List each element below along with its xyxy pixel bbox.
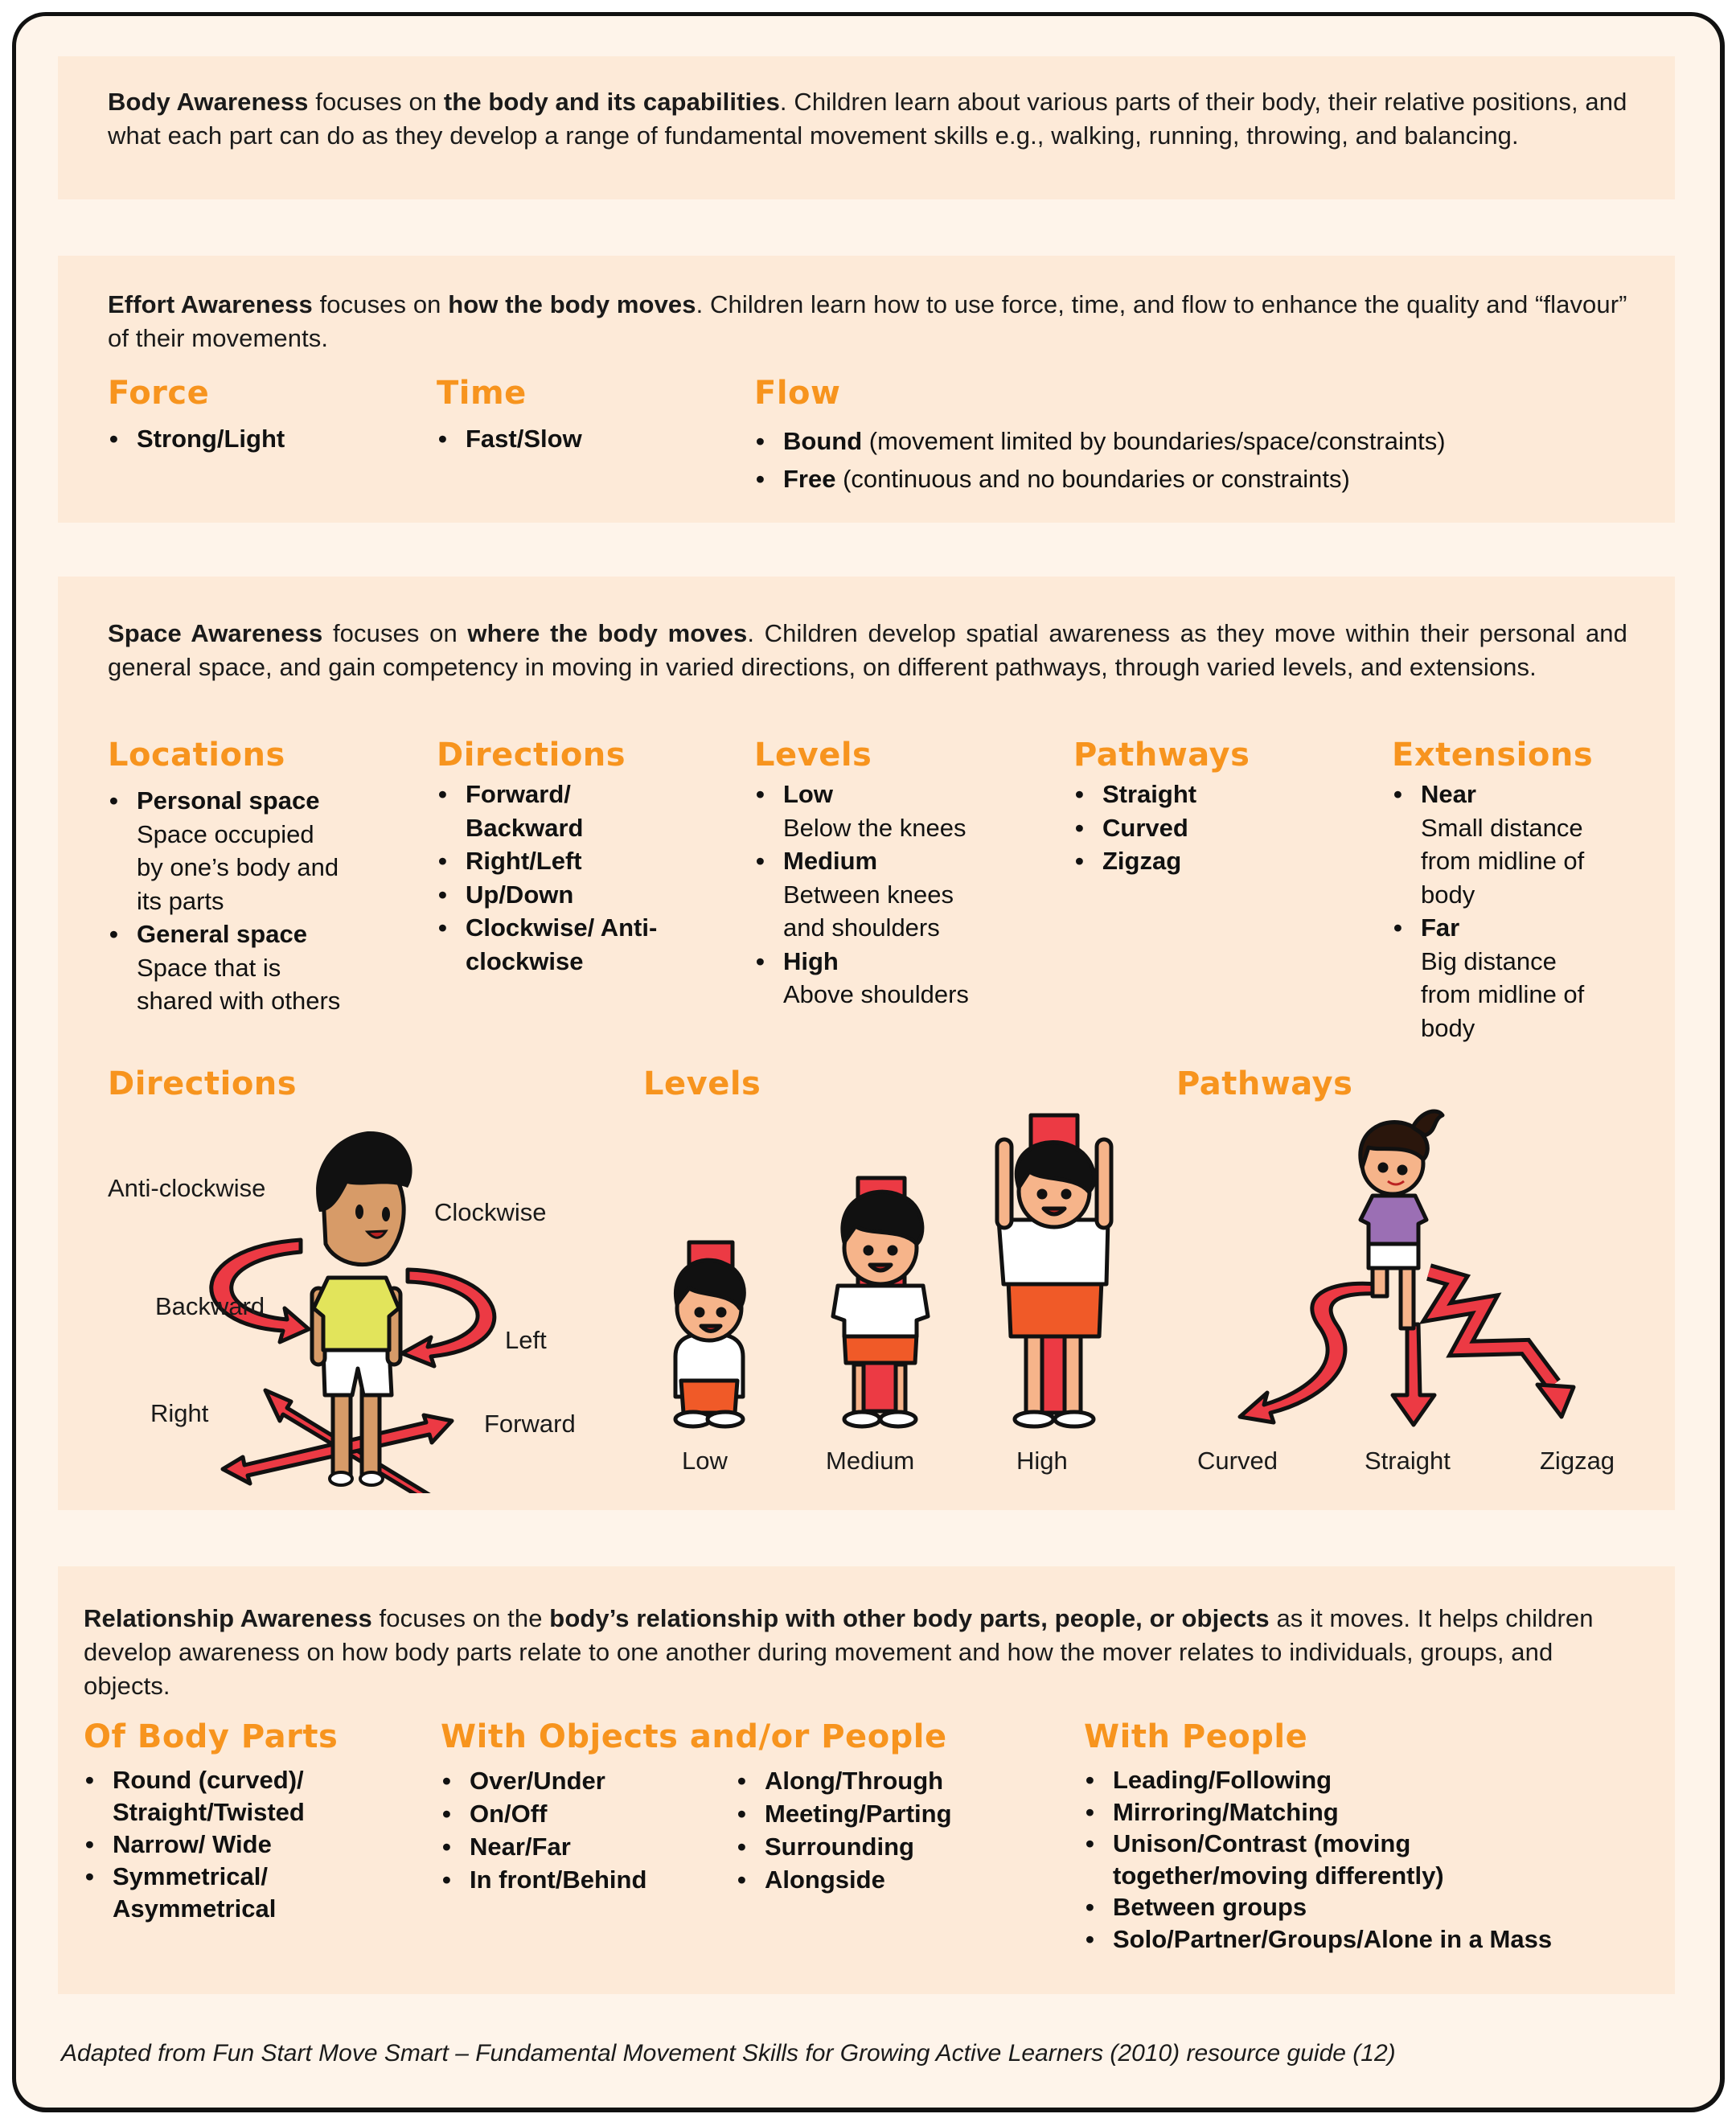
directions-illustration-heading: Directions bbox=[108, 1065, 298, 1102]
with-objects-list-a bbox=[441, 1764, 646, 1896]
list-item: • Round (curved)/ Straight/Twisted bbox=[84, 1764, 349, 1829]
forward-label: Forward bbox=[484, 1410, 576, 1438]
list-item: • Forward/ Backward bbox=[437, 778, 670, 844]
list-item: • In front/Behind bbox=[441, 1863, 646, 1896]
girl-with-pathway-arrows-icon bbox=[1208, 1107, 1658, 1445]
right-label: Right bbox=[150, 1399, 209, 1427]
clockwise-label: Clockwise bbox=[434, 1198, 547, 1226]
of-body-parts-list bbox=[84, 1764, 349, 1925]
list-item: • Over/Under bbox=[441, 1764, 646, 1797]
levels-list bbox=[754, 778, 1020, 1012]
directions-heading: Directions bbox=[437, 737, 626, 774]
list-item: • Between groups bbox=[1084, 1891, 1599, 1923]
list-item: • Curved bbox=[1073, 811, 1196, 845]
pathways-illustration bbox=[1208, 1107, 1658, 1445]
space-awareness-title: Space Awareness bbox=[108, 619, 323, 647]
list-item: • Fast/Slow bbox=[437, 422, 582, 456]
list-item: • Strong/Light bbox=[108, 422, 285, 456]
body-awareness-card bbox=[58, 56, 1675, 199]
footer-citation: Adapted from Fun Start Move Smart – Fundamental Movement Skills for Growing Active Learners (2010) resource guide (12) bbox=[61, 2040, 1396, 2067]
list-item: • Meeting/Parting bbox=[736, 1797, 952, 1830]
straight-label: Straight bbox=[1365, 1447, 1451, 1475]
list-item: • Low Below the knees bbox=[754, 778, 1020, 844]
levels-heading: Levels bbox=[754, 737, 872, 774]
list-item: • Straight bbox=[1073, 778, 1196, 811]
list-item: • Symmetrical/ Asymmetrical bbox=[84, 1861, 349, 1925]
effort-awareness-card bbox=[58, 256, 1675, 523]
extensions-heading: Extensions bbox=[1392, 737, 1594, 774]
pathways-illustration-heading: Pathways bbox=[1176, 1065, 1353, 1102]
levels-illustration bbox=[645, 1107, 1127, 1453]
list-item: • High Above shoulders bbox=[754, 945, 1020, 1012]
space-awareness-card bbox=[58, 577, 1675, 1510]
effort-awareness-focus: how the body moves bbox=[448, 290, 696, 318]
pathways-heading: Pathways bbox=[1073, 737, 1250, 774]
list-item: • General space Space that is shared with others bbox=[108, 917, 397, 1018]
flow-heading: Flow bbox=[754, 375, 841, 412]
list-item: • Mirroring/Matching bbox=[1084, 1796, 1599, 1829]
list-item: • Narrow/ Wide bbox=[84, 1829, 349, 1861]
list-item: • Personal space Space occupied by one’s body and its parts bbox=[108, 784, 397, 917]
list-item: • Alongside bbox=[736, 1863, 952, 1896]
with-people-heading: With People bbox=[1084, 1718, 1308, 1755]
backward-label: Backward bbox=[155, 1292, 265, 1320]
relationship-awareness-title: Relationship Awareness bbox=[84, 1604, 372, 1632]
children-at-three-levels-icon bbox=[645, 1107, 1127, 1453]
relationship-awareness-focus: body’s relationship with other body parts, people, or objects bbox=[549, 1604, 1270, 1632]
pathways-list bbox=[1073, 778, 1196, 878]
effort-awareness-title: Effort Awareness bbox=[108, 290, 313, 318]
space-awareness-intro: Space Awareness focuses on where the body moves. Children develop spatial awareness as they move within their personal and general space, and gain competency in moving in varied directions, on different pathways, through varied levels, and extensions. bbox=[108, 619, 1627, 681]
body-awareness-focus: the body and its capabilities bbox=[443, 88, 780, 116]
list-item: • Near/Far bbox=[441, 1830, 646, 1863]
list-item: • Right/Left bbox=[437, 844, 670, 878]
curved-label: Curved bbox=[1197, 1447, 1278, 1475]
flow-list bbox=[754, 422, 1446, 498]
medium-label: Medium bbox=[826, 1447, 915, 1475]
list-item: • Leading/Following bbox=[1084, 1764, 1599, 1796]
list-item: • Medium Between knees and shoulders bbox=[754, 844, 1020, 945]
body-awareness-title: Body Awareness bbox=[108, 88, 309, 116]
list-item: • Bound (movement limited by boundaries/space/constraints) bbox=[754, 422, 1446, 460]
time-heading: Time bbox=[437, 375, 527, 412]
relationship-awareness-intro: Relationship Awareness focuses on the body’s relationship with other body parts, people, or objects as it moves. It helps children develop awareness on how body parts relate to one another during movement and how the mover relates to individuals, groups, and objects. bbox=[84, 1604, 1594, 1700]
with-objects-heading: With Objects and/or People bbox=[441, 1718, 947, 1755]
effort-awareness-intro: Effort Awareness focuses on how the body moves. Children learn how to use force, time, and flow to enhance the quality and “flavour” of their movements. bbox=[108, 290, 1627, 352]
directions-list bbox=[437, 778, 670, 978]
list-item: • Unison/Contrast (moving together/moving differently) bbox=[1084, 1828, 1574, 1891]
list-item: • Surrounding bbox=[736, 1830, 952, 1863]
relationship-awareness-card bbox=[58, 1566, 1675, 1994]
locations-heading: Locations bbox=[108, 737, 285, 774]
list-item: • Far Big distance from midline of body bbox=[1392, 911, 1633, 1045]
list-item: • Clockwise/ Anti-clockwise bbox=[437, 911, 670, 978]
with-objects-list-b bbox=[736, 1764, 952, 1896]
with-people-list bbox=[1084, 1764, 1599, 1955]
low-label: Low bbox=[682, 1447, 728, 1475]
time-list bbox=[437, 422, 582, 456]
body-awareness-intro: Body Awareness focuses on the body and its capabilities. Children learn about various parts of their body, their relative positions, and what each part can do as they develop a range of fundamental movement skills e.g., walking, running, throwing, and balancing. bbox=[108, 88, 1627, 150]
list-item: • Solo/Partner/Groups/Alone in a Mass bbox=[1084, 1923, 1599, 1956]
left-label: Left bbox=[505, 1326, 547, 1354]
list-item: • Zigzag bbox=[1073, 844, 1196, 878]
force-list bbox=[108, 422, 285, 456]
space-awareness-focus: where the body moves bbox=[467, 619, 748, 647]
list-item: • Up/Down bbox=[437, 878, 670, 912]
locations-list bbox=[108, 784, 397, 1018]
zigzag-label: Zigzag bbox=[1540, 1447, 1615, 1475]
list-item: • On/Off bbox=[441, 1797, 646, 1830]
list-item: • Near Small distance from midline of body bbox=[1392, 778, 1633, 911]
force-heading: Force bbox=[108, 375, 210, 412]
list-item: • Free (continuous and no boundaries or constraints) bbox=[754, 460, 1446, 498]
extensions-list bbox=[1392, 778, 1633, 1045]
list-item: • Along/Through bbox=[736, 1764, 952, 1797]
of-body-parts-heading: Of Body Parts bbox=[84, 1718, 339, 1755]
high-label: High bbox=[1016, 1447, 1068, 1475]
levels-illustration-heading: Levels bbox=[643, 1065, 761, 1102]
anticlockwise-label: Anti-clockwise bbox=[108, 1174, 266, 1202]
